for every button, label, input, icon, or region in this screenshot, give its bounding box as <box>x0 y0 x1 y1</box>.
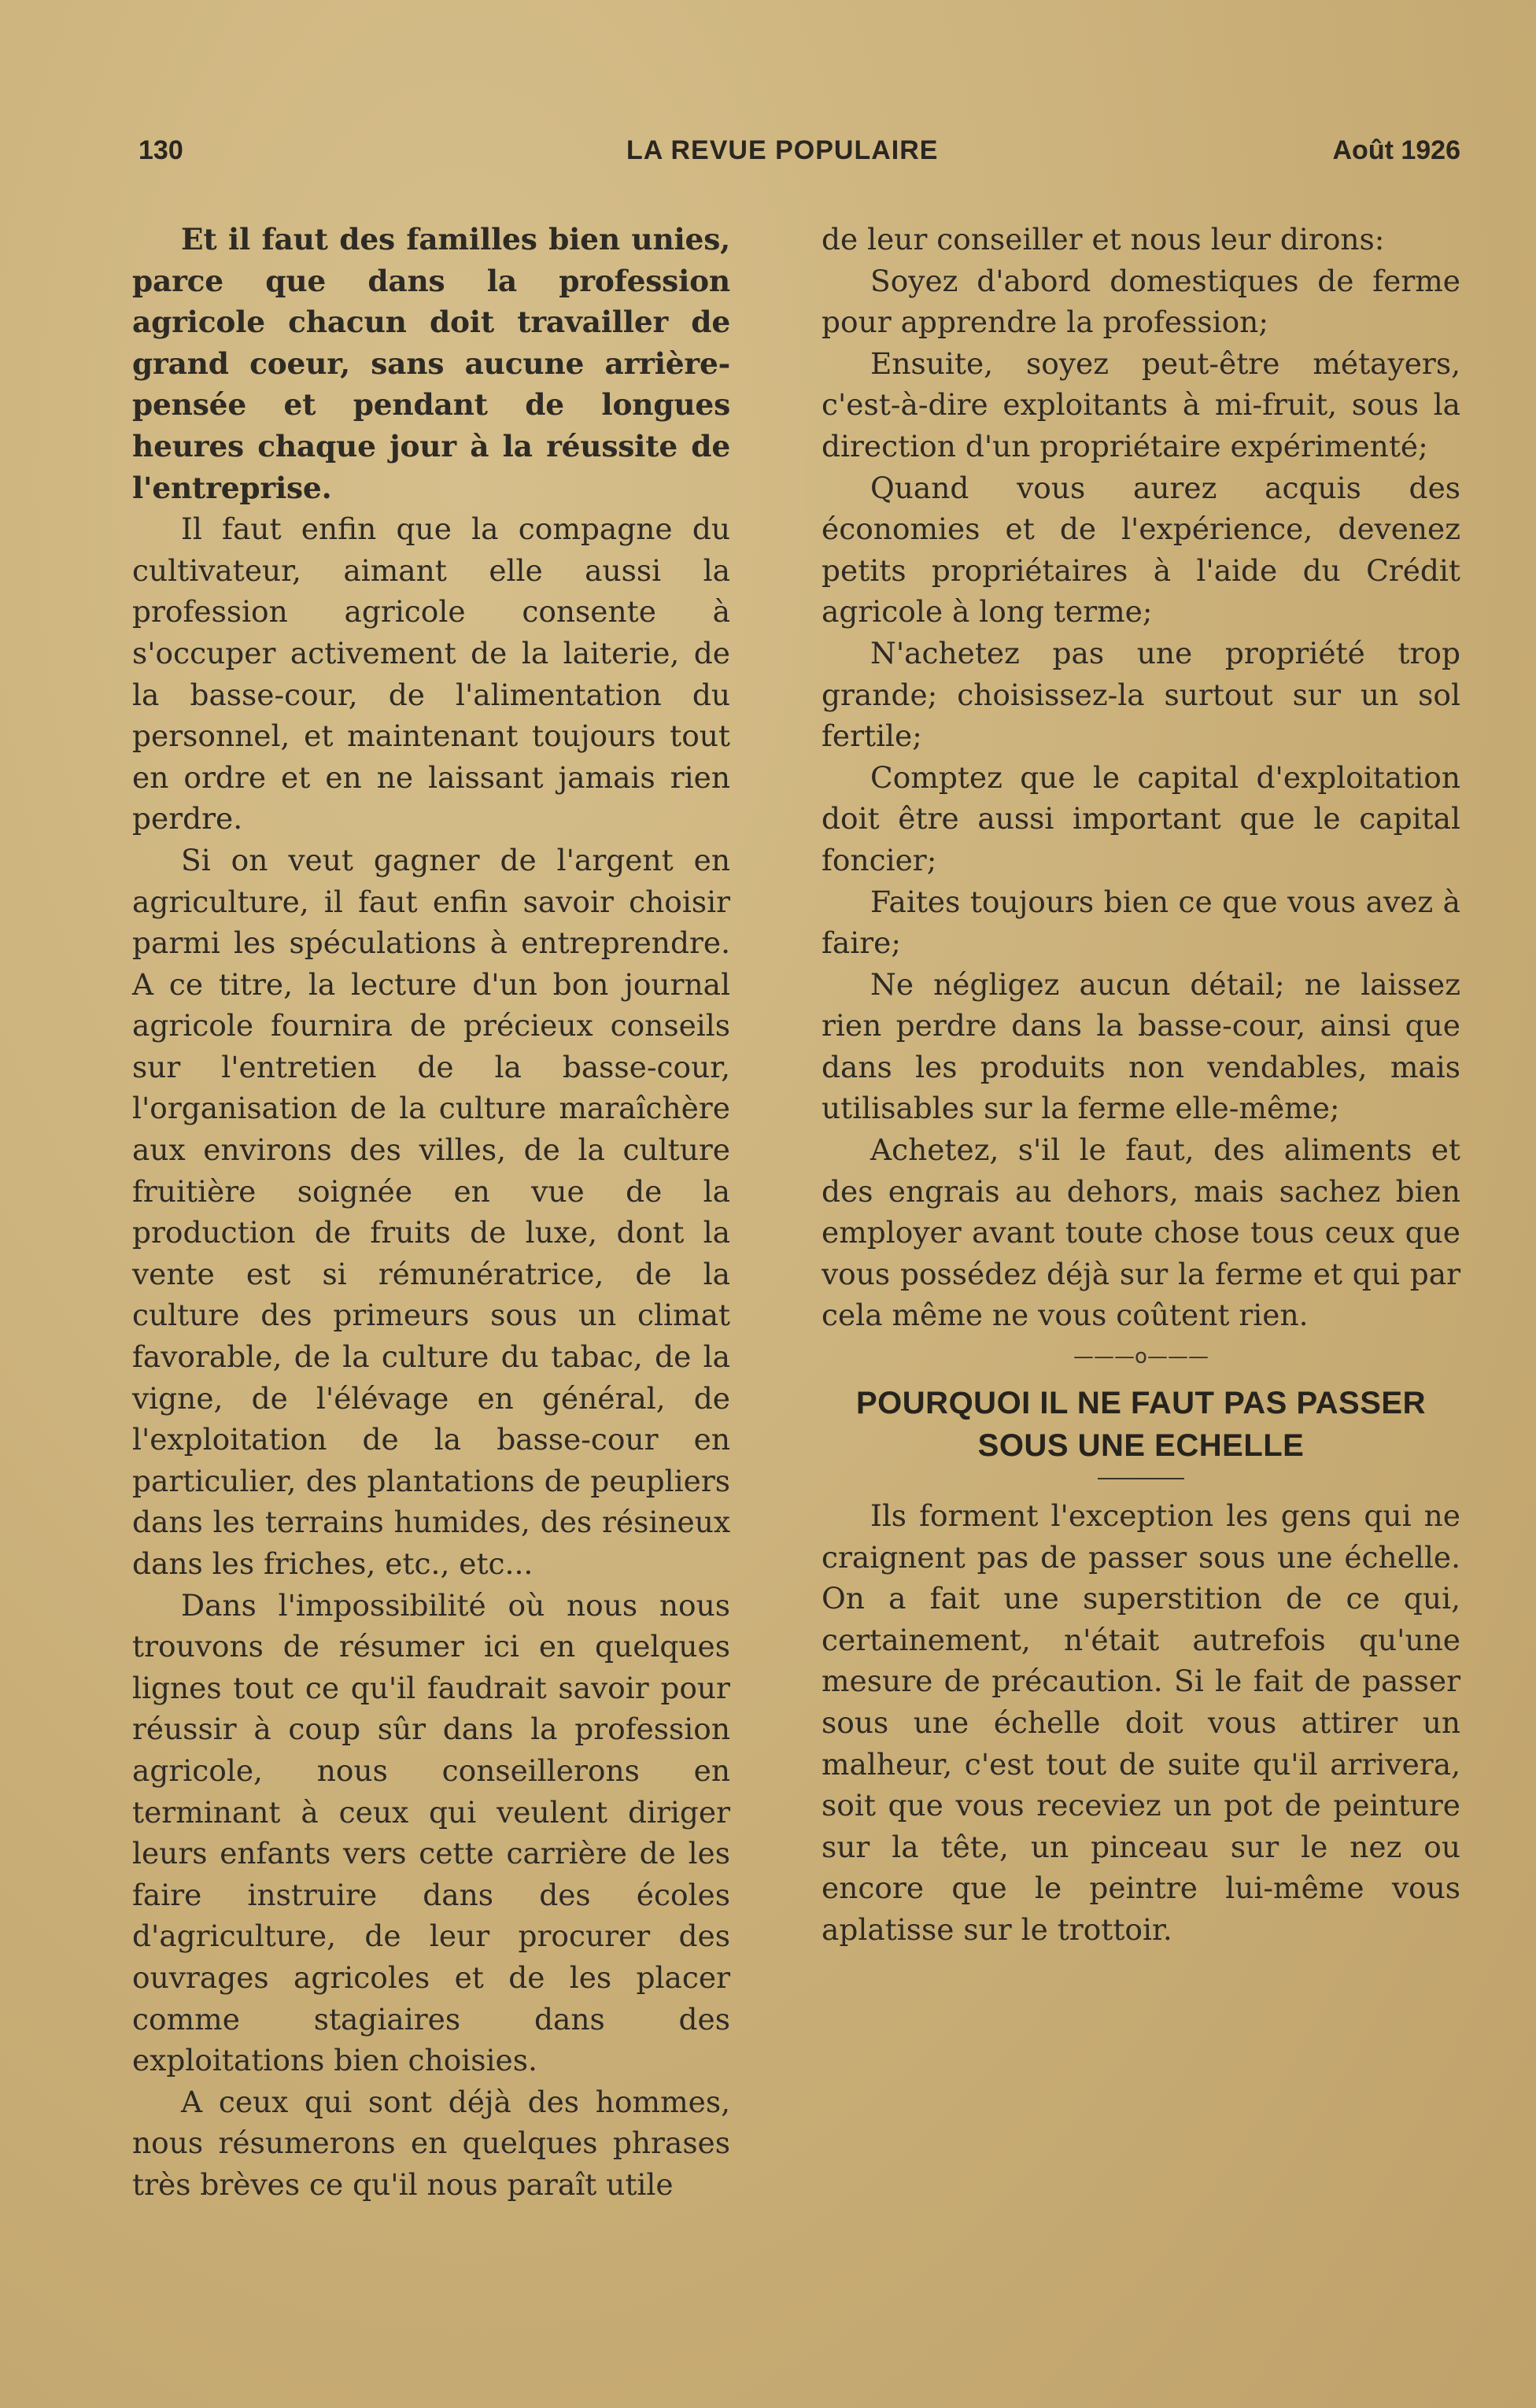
advice-item: Faites toujours bien ce que vous avez à faire; <box>822 884 1460 961</box>
paragraph: Et il faut des familles bien unies, parce que dans la profession agricole chacun doit travailler de grand coeur, sans aucune arrière-pensée et pendant de longues heures chaque jour à la réussite de l'entreprise. <box>132 222 730 505</box>
advice-item: Ensuite, soyez peut-être métayers, c'est-à-dire exploitants à mi-fruit, sous la direction d'un propriétaire expérimenté; <box>822 345 1460 464</box>
paragraph: Dans l'impossibilité où nous nous trouvons de résumer ici en quelques lignes tout ce qu'il faudrait savoir pour réussir à coup sûr dans la profession agricole, nous conseillerons en terminant à ceux qui veulent diriger leurs enfants vers cette carrière de les faire instruire dans des écoles d'agriculture, de leur procurer des ouvrages agricoles et de les placer comme stagiaires dans des exploitations bien choisies. <box>132 1587 730 2078</box>
advice-item: Quand vous aurez acquis des économies et de l'expérience, devenez petits propriétaires à l'aide du Crédit agricole à long terme; <box>822 470 1460 630</box>
advice-item: Comptez que le capital d'exploitation doit être aussi important que le capital foncier; <box>822 759 1460 877</box>
left-column <box>132 219 730 2206</box>
section-paragraph: Ils forment l'exception les gens qui ne craignent pas de passer sous une échelle. On a fait une superstition de ce qui, certainement, n'était autrefois qu'une mesure de précaution. Si le fait de passer sous une échelle doit vous attirer un malheur, c'est tout de suite qu'il arrivera, soit que vous receviez un pot de peinture sur la tête, un pinceau sur le nez ou encore que le peintre lui-même vous aplatisse sur le trottoir. <box>822 1498 1460 1947</box>
advice-item: Achetez, s'il le faut, des aliments et des engrais au dehors, mais sachez bien employer avant toute chose tous ceux que vous possédez déjà sur la ferme et qui par cela même ne vous coûtent rien. <box>822 1132 1460 1333</box>
right-column <box>822 219 1460 1951</box>
issue-date: Août 1926 <box>1332 135 1460 165</box>
section-separator: ———o——— <box>1073 1345 1209 1369</box>
advice-item: Soyez d'abord domestiques de ferme pour apprendre la profession; <box>822 263 1460 340</box>
running-header <box>138 135 1460 175</box>
paragraph: A ceux qui sont déjà des hommes, nous résumerons en quelques phrases très brèves ce qu'il nous paraît utile <box>132 2084 730 2202</box>
section-title: POURQUOI IL NE FAUT PAS PASSER SOUS UNE ECHELLE <box>856 1386 1426 1464</box>
advice-item: Ne négligez aucun détail; ne laissez rien perdre dans la basse-cour, ainsi que dans les produits non vendables, mais utilisables sur la ferme elle-même; <box>822 966 1460 1126</box>
title-rule <box>1098 1478 1184 1479</box>
continuation-line: de leur conseiller et nous leur dirons: <box>822 222 1385 257</box>
paragraph: Si on veut gagner de l'argent en agriculture, il faut enfin savoir choisir parmi les spéculations à entreprendre. A ce titre, la lecture d'un bon journal agricole fournira de précieux conseils sur l'entretien de la basse-cour, l'organisation de la culture maraîchère aux environs des villes, de la culture fruitière soignée en vue de la production de fruits de luxe, dont la vente est si rémunératrice, de la culture des primeurs sous un climat favorable, de la culture du tabac, de la vigne, de l'élévage en général, de l'exploitation de la basse-cour en particulier, des plantations de peupliers dans les terrains humides, des résineux dans les friches, etc., etc... <box>132 842 730 1581</box>
page-number: 130 <box>138 135 183 165</box>
paragraph: Il faut enfin que la compagne du cultivateur, aimant elle aussi la profession agricole consente à s'occuper activement de la laiterie, de la basse-cour, de l'alimentation du personnel, et maintenant toujours tout en ordre et en ne laissant jamais rien perdre. <box>132 512 730 837</box>
advice-item: N'achetez pas une propriété trop grande; choisissez-la surtout sur un sol fertile; <box>822 635 1460 754</box>
journal-title: LA REVUE POPULAIRE <box>626 135 939 165</box>
